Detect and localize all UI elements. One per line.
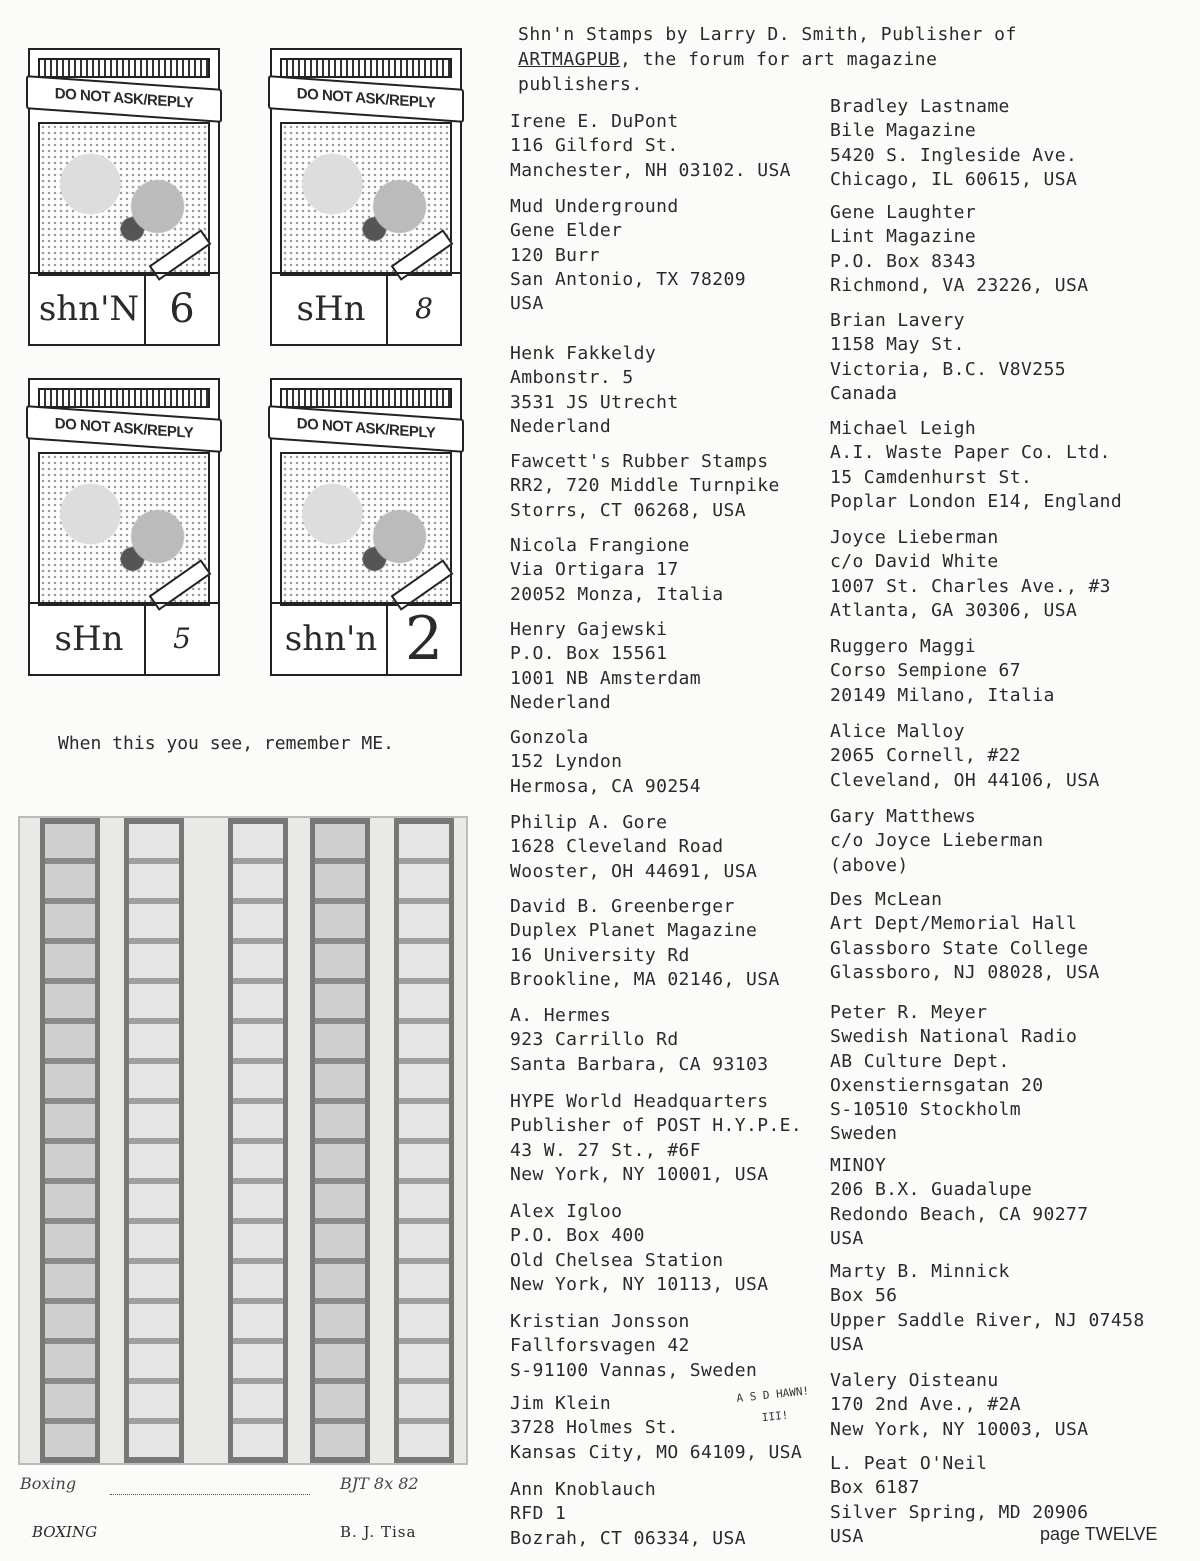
stamp-shn-5 xyxy=(28,378,220,676)
address-name: Nicola Frangione xyxy=(510,535,690,556)
address-name: Gonzola xyxy=(510,727,589,748)
address-line: 1007 St. Charles Ave., #3 xyxy=(830,575,1111,597)
address-entry xyxy=(510,1200,768,1297)
address-name: Michael Leigh xyxy=(830,418,977,439)
address-name: David B. Greenberger xyxy=(510,896,735,917)
address-entry xyxy=(830,1001,1077,1147)
address-entry xyxy=(510,1090,802,1187)
address-name: Joyce Lieberman xyxy=(830,527,999,548)
address-line: New York, NY 10113, USA xyxy=(510,1273,769,1295)
stamp-number: 2 xyxy=(386,602,460,674)
address-line: P.O. Box 400 xyxy=(510,1225,645,1247)
stamp-banner: DO NOT ASK/REPLY xyxy=(268,75,464,123)
film-strip xyxy=(124,818,184,1463)
address-line: 20052 Monza, Italia xyxy=(510,583,724,605)
marginal-note-line: A S D HAWN! xyxy=(735,1384,810,1405)
address-line: Art Dept/Memorial Hall xyxy=(830,913,1078,935)
address-line: Kansas City, MO 64109, USA xyxy=(510,1441,803,1463)
address-entry xyxy=(510,1004,768,1077)
stamp-brand: sHn xyxy=(272,272,390,344)
address-name: Henk Fakkeldy xyxy=(510,343,657,364)
stamp-perforation xyxy=(280,388,452,408)
address-line: 16 University Rd xyxy=(510,944,690,966)
address-line: P.O. Box 15561 xyxy=(510,643,668,665)
address-line: Swedish National Radio xyxy=(830,1026,1078,1048)
address-entry xyxy=(510,342,679,439)
address-line: San Antonio, TX 78209 xyxy=(510,268,746,290)
address-line: Atlanta, GA 30306, USA xyxy=(830,599,1078,621)
address-line: USA xyxy=(510,293,544,315)
address-entry xyxy=(510,1478,746,1551)
address-line: New York, NY 10003, USA xyxy=(830,1418,1089,1440)
address-line: Gene Elder xyxy=(510,220,623,242)
artwork-signature: Boxing xyxy=(20,1474,77,1493)
address-entry xyxy=(830,526,1111,623)
address-name: Gary Matthews xyxy=(830,806,977,827)
address-name: Fawcett's Rubber Stamps xyxy=(510,451,769,472)
address-line: Oxenstiernsgatan 20 xyxy=(830,1074,1044,1096)
address-line: Nederland xyxy=(510,415,612,437)
address-line: 15 Camdenhurst St. xyxy=(830,466,1033,488)
marginal-note-line: III! xyxy=(761,1408,789,1425)
handwritten-marginal-note xyxy=(702,1377,846,1435)
address-entry xyxy=(510,1310,757,1383)
stamp-shn-2 xyxy=(270,378,462,676)
address-line: Glassboro State College xyxy=(830,937,1089,959)
address-line: Chicago, IL 60615, USA xyxy=(830,168,1078,190)
address-name: Marty B. Minnick xyxy=(830,1261,1010,1282)
stamp-banner: DO NOT ASK/REPLY xyxy=(268,405,464,453)
address-entry xyxy=(830,888,1100,985)
stamp-number: 8 xyxy=(386,272,460,344)
address-entry xyxy=(510,195,746,316)
address-line: Box 6187 xyxy=(830,1477,920,1499)
address-line: Hermosa, CA 90254 xyxy=(510,775,702,797)
address-name: Des McLean xyxy=(830,889,943,910)
address-line: Old Chelsea Station xyxy=(510,1249,724,1271)
publication-name: ARTMAGPUB xyxy=(518,49,621,70)
address-entry xyxy=(830,1154,1088,1251)
address-line: 206 B.X. Guadalupe xyxy=(830,1179,1033,1201)
address-line: Corso Sempione 67 xyxy=(830,660,1022,682)
address-line: Brookline, MA 02146, USA xyxy=(510,968,780,990)
artwork-signature-line xyxy=(20,1474,460,1504)
address-entry xyxy=(510,726,701,799)
address-name: Philip A. Gore xyxy=(510,812,668,833)
address-name: MINOY xyxy=(830,1155,887,1176)
address-line: 1158 May St. xyxy=(830,334,965,356)
stamp-brand: shn'n xyxy=(272,602,390,674)
address-line: Wooster, OH 44691, USA xyxy=(510,860,758,882)
address-line: Duplex Planet Magazine xyxy=(510,920,758,942)
address-entry xyxy=(830,201,1088,298)
address-line: S-91100 Vannas, Sweden xyxy=(510,1359,758,1381)
intro-line-2: , the forum for art magazine xyxy=(620,49,938,70)
address-name: Ann Knoblauch xyxy=(510,1479,657,1500)
address-line: USA xyxy=(830,1227,864,1249)
address-line: Poplar London E14, England xyxy=(830,490,1123,512)
artwork-signature-date: BJT 8x 82 xyxy=(340,1474,419,1493)
address-name: Irene E. DuPont xyxy=(510,111,679,132)
page-number: page TWELVE xyxy=(1040,1524,1158,1544)
artwork-title: BOXING xyxy=(32,1523,98,1541)
stamp-illustration xyxy=(280,122,452,276)
address-line: Victoria, B.C. V8V255 xyxy=(830,358,1066,380)
signature-squiggle xyxy=(110,1484,310,1495)
address-line: c/o Joyce Lieberman xyxy=(830,830,1044,852)
stamp-illustration xyxy=(38,122,210,276)
address-name: Henry Gajewski xyxy=(510,619,668,640)
address-line: Via Ortigara 17 xyxy=(510,559,679,581)
address-line: 20149 Milano, Italia xyxy=(830,684,1055,706)
address-line: Redondo Beach, CA 90277 xyxy=(830,1203,1089,1225)
address-line: New York, NY 10001, USA xyxy=(510,1163,769,1185)
film-strip xyxy=(228,818,288,1463)
address-line: USA xyxy=(830,1333,864,1355)
address-line: 152 Lyndon xyxy=(510,751,623,773)
address-line: Richmond, VA 23226, USA xyxy=(830,274,1089,296)
address-entry xyxy=(830,805,1044,878)
address-line: AB Culture Dept. xyxy=(830,1050,1010,1072)
stamp-illustration xyxy=(280,452,452,606)
address-entry xyxy=(510,450,780,523)
address-line: 5420 S. Ingleside Ave. xyxy=(830,144,1078,166)
address-line: Box 56 xyxy=(830,1285,898,1307)
intro-line-3: publishers. xyxy=(518,74,643,95)
address-entry xyxy=(510,618,701,715)
address-name: Peter R. Meyer xyxy=(830,1002,988,1023)
address-entry xyxy=(830,1260,1145,1357)
film-strip xyxy=(310,818,370,1463)
address-line: Glassboro, NJ 08028, USA xyxy=(830,961,1100,983)
address-name: A. Hermes xyxy=(510,1005,612,1026)
address-entry xyxy=(830,309,1066,406)
address-entry xyxy=(830,720,1100,793)
address-line: Lint Magazine xyxy=(830,226,977,248)
address-line: c/o David White xyxy=(830,551,999,573)
address-name: Jim Klein xyxy=(510,1393,612,1414)
address-line: Nederland xyxy=(510,691,612,713)
address-line: 1628 Cleveland Road xyxy=(510,836,724,858)
address-line: Sweden xyxy=(830,1123,898,1145)
address-name: Alex Igloo xyxy=(510,1201,623,1222)
stamp-brand: sHn xyxy=(30,602,148,674)
address-line: Storrs, CT 06268, USA xyxy=(510,499,746,521)
address-line: 120 Burr xyxy=(510,244,600,266)
address-line: 923 Carrillo Rd xyxy=(510,1029,679,1051)
stamp-brand: shn'N xyxy=(30,272,148,344)
address-line: S-10510 Stockholm xyxy=(830,1099,1022,1121)
address-line: Fallforsvagen 42 xyxy=(510,1335,690,1357)
intro-paragraph xyxy=(518,22,1078,97)
address-line: Canada xyxy=(830,382,898,404)
address-entry xyxy=(830,417,1122,514)
stamp-perforation xyxy=(280,58,452,78)
address-line: USA xyxy=(830,1525,864,1547)
address-entry xyxy=(830,1369,1088,1442)
address-line: P.O. Box 8343 xyxy=(830,250,977,272)
address-name: Valery Oisteanu xyxy=(830,1370,999,1391)
address-line: RFD 1 xyxy=(510,1503,567,1525)
address-line: A.I. Waste Paper Co. Ltd. xyxy=(830,442,1111,464)
film-strip xyxy=(394,818,454,1463)
address-name: Bradley Lastname xyxy=(830,96,1010,117)
remember-caption: When this you see, remember ME. xyxy=(58,733,394,754)
address-name: Kristian Jonsson xyxy=(510,1311,690,1332)
address-line: 170 2nd Ave., #2A xyxy=(830,1394,1022,1416)
address-entry xyxy=(510,895,780,992)
address-name: Brian Lavery xyxy=(830,310,965,331)
stamp-banner: DO NOT ASK/REPLY xyxy=(26,405,222,453)
address-name: L. Peat O'Neil xyxy=(830,1453,988,1474)
stamp-banner: DO NOT ASK/REPLY xyxy=(26,75,222,123)
address-name: Gene Laughter xyxy=(830,202,977,223)
address-name: Alice Malloy xyxy=(830,721,965,742)
address-line: (above) xyxy=(830,854,909,876)
stamp-shn-8 xyxy=(270,48,462,346)
boxing-film-strip-artwork xyxy=(18,816,468,1465)
address-line: Santa Barbara, CA 93103 xyxy=(510,1053,769,1075)
address-line: 2065 Cornell, #22 xyxy=(830,745,1022,767)
address-entry xyxy=(510,534,724,607)
address-name: HYPE World Headquarters xyxy=(510,1091,769,1112)
stamp-number: 6 xyxy=(144,272,218,344)
address-line: 43 W. 27 St., #6F xyxy=(510,1139,702,1161)
stamp-shn-6 xyxy=(28,48,220,346)
address-line: Manchester, NH 03102. USA xyxy=(510,159,791,181)
address-line: Bile Magazine xyxy=(830,120,977,142)
address-line: Ambonstr. 5 xyxy=(510,367,634,389)
address-line: Bozrah, CT 06334, USA xyxy=(510,1527,746,1549)
stamp-illustration xyxy=(38,452,210,606)
artwork-artist: B. J. Tisa xyxy=(340,1523,417,1541)
stamp-number: 5 xyxy=(144,602,218,674)
address-line: Upper Saddle River, NJ 07458 xyxy=(830,1309,1145,1331)
address-line: 1001 NB Amsterdam xyxy=(510,667,702,689)
address-entry xyxy=(510,811,757,884)
intro-line-1: Shn'n Stamps by Larry D. Smith, Publisher of xyxy=(518,24,1017,45)
address-name: Ruggero Maggi xyxy=(830,636,977,657)
address-line: Cleveland, OH 44106, USA xyxy=(830,769,1100,791)
address-line: RR2, 720 Middle Turnpike xyxy=(510,475,780,497)
stamp-perforation xyxy=(38,58,210,78)
address-line: 3531 JS Utrecht xyxy=(510,391,679,413)
address-entry xyxy=(830,635,1055,708)
address-line: 3728 Holmes St. xyxy=(510,1417,679,1439)
address-line: 116 Gilford St. xyxy=(510,135,679,157)
address-line: Silver Spring, MD 20906 xyxy=(830,1501,1089,1523)
stamp-perforation xyxy=(38,388,210,408)
address-line: Publisher of POST H.Y.P.E. xyxy=(510,1115,803,1137)
film-strip xyxy=(40,818,100,1463)
address-entry xyxy=(510,110,791,183)
address-entry xyxy=(830,95,1077,192)
address-name: Mud Underground xyxy=(510,196,679,217)
